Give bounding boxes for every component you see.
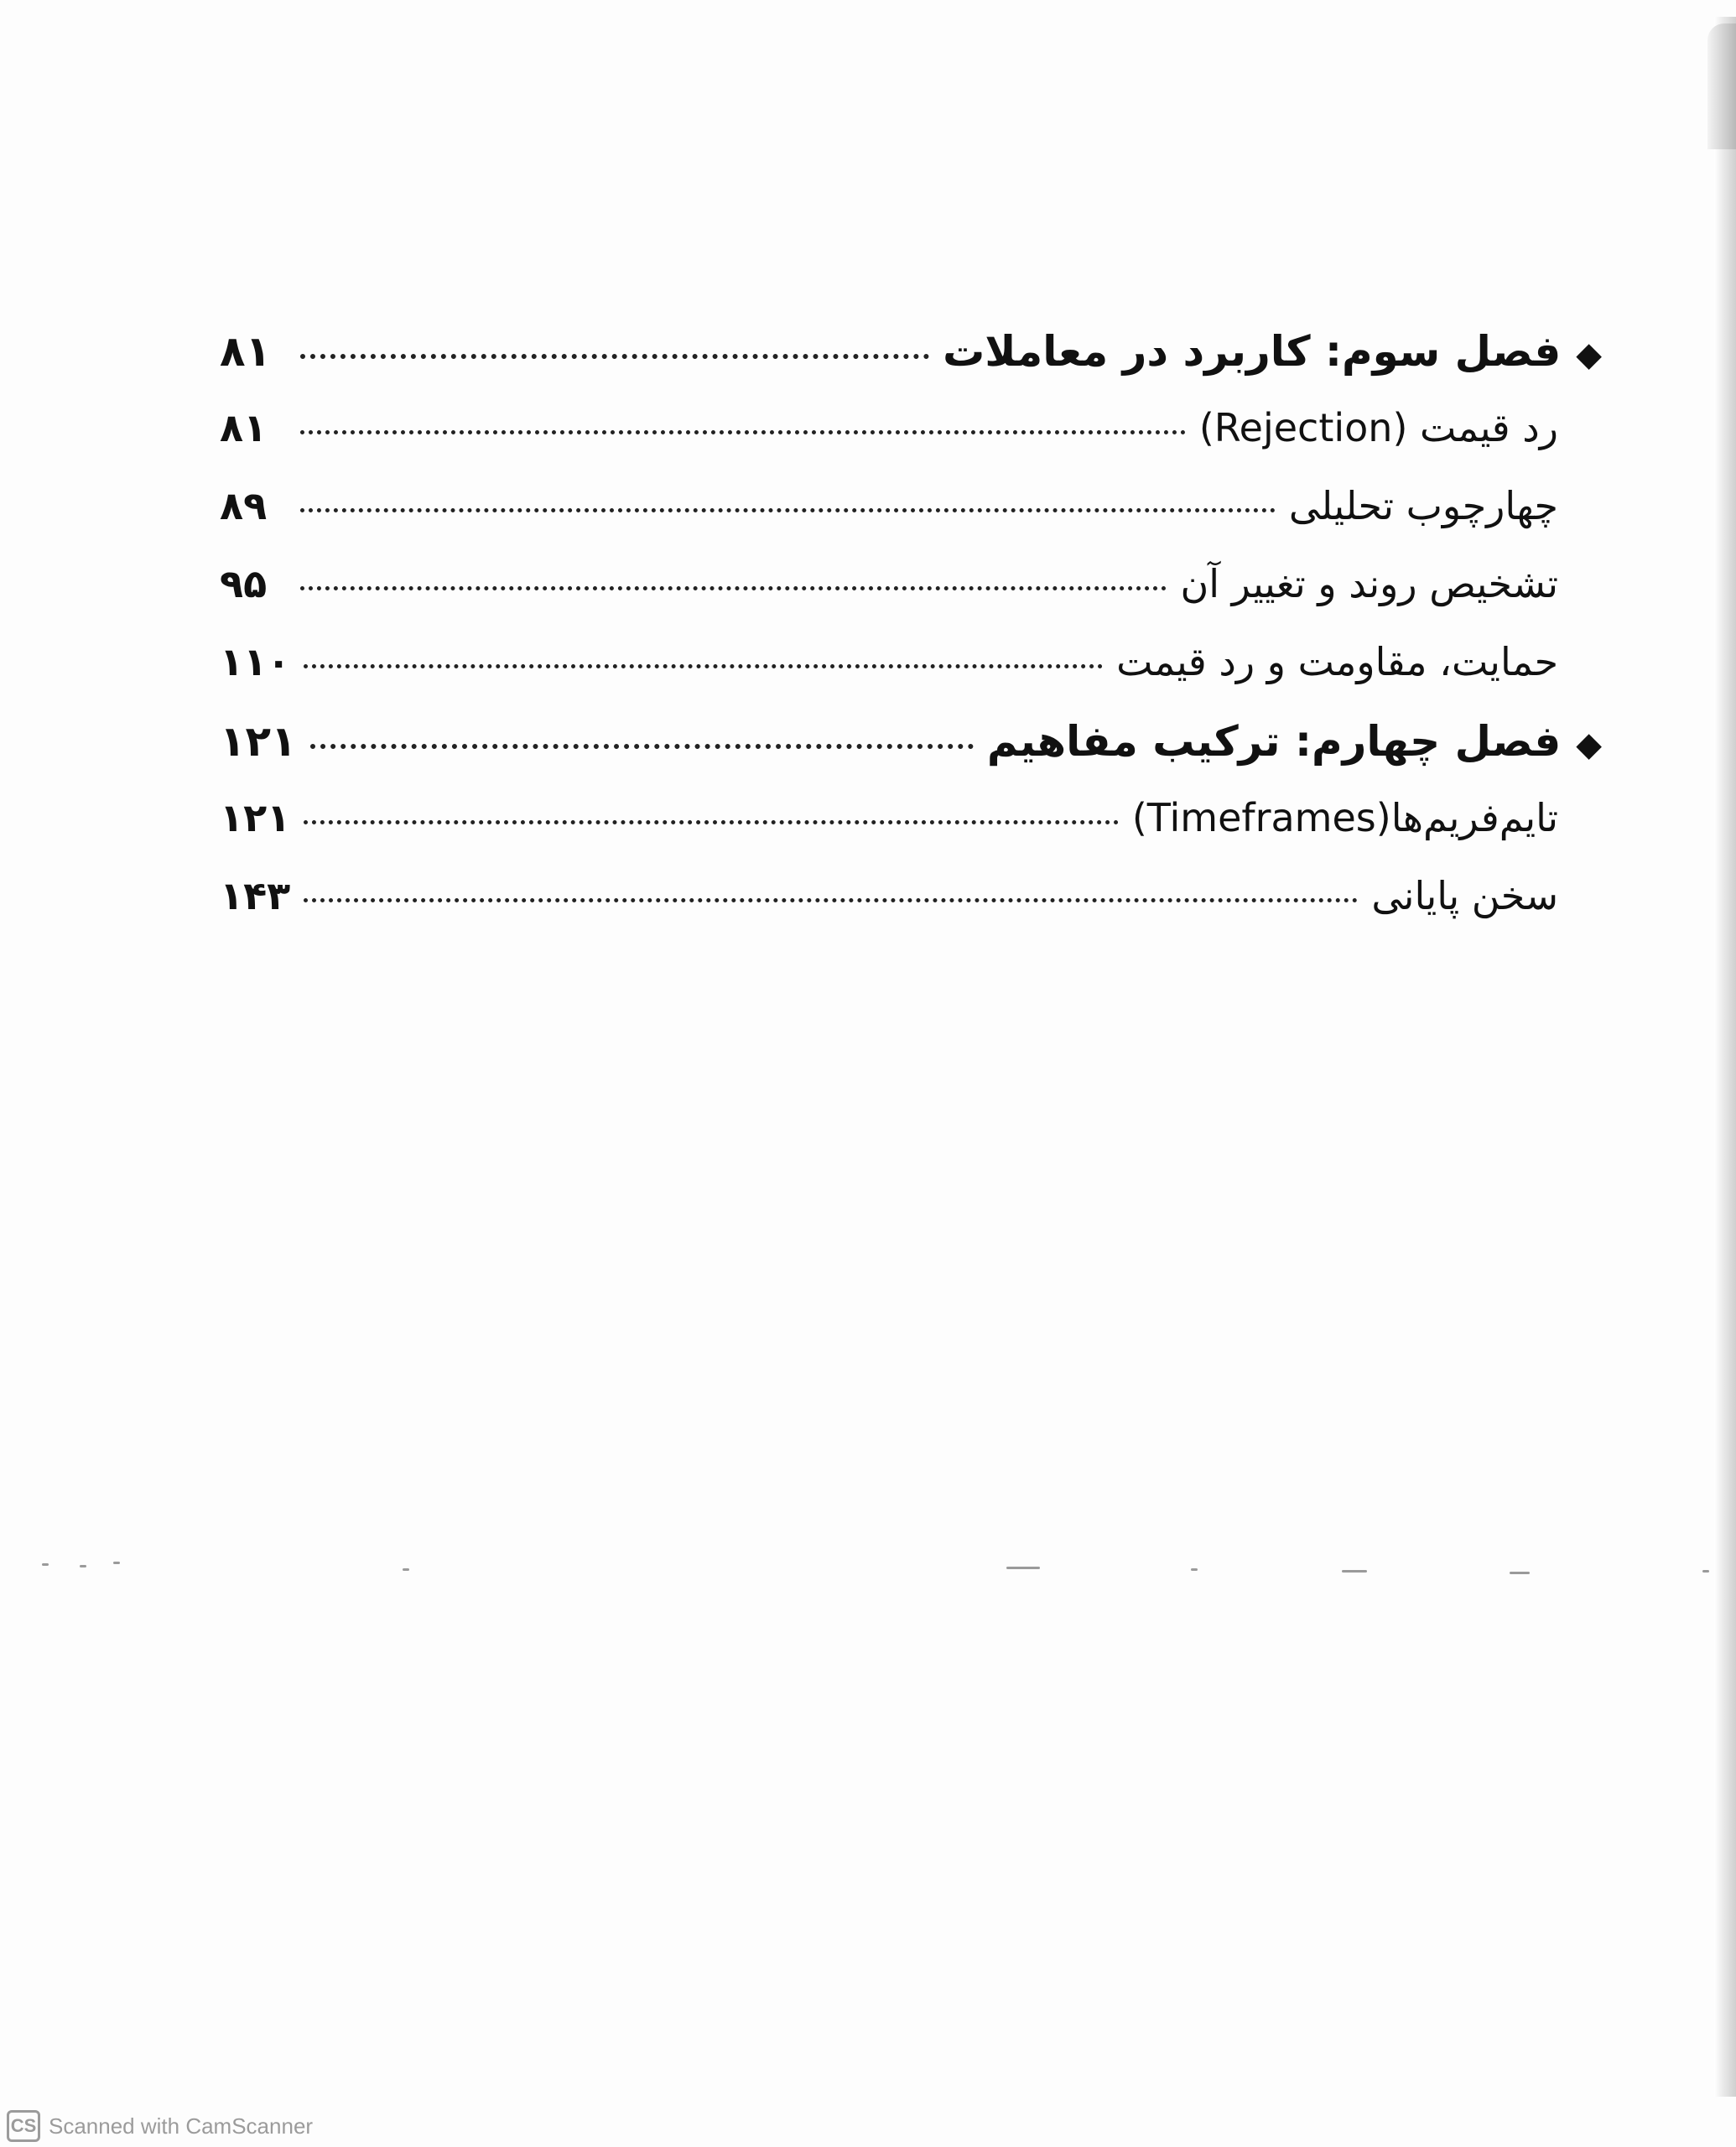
diamond-bullet-icon: ◆ <box>1576 725 1602 764</box>
dot-leader <box>304 820 1119 824</box>
scan-speck <box>1006 1567 1040 1569</box>
toc-entry-title: سخن پایانی <box>1371 873 1558 918</box>
toc-entry-title: تایم‌فریم‌ها(Timeframes) <box>1131 795 1558 840</box>
toc-chapter-row <box>220 717 1602 795</box>
toc-entry-row <box>220 483 1602 561</box>
scan-speck <box>80 1565 86 1567</box>
toc-chapter-title: فصل سوم: کاربرد در معاملات <box>943 327 1562 376</box>
camscanner-watermark <box>7 2110 313 2142</box>
watermark-text: Scanned with CamScanner <box>49 2113 314 2139</box>
toc-entry-row <box>220 561 1602 639</box>
scan-speck <box>113 1562 120 1564</box>
toc-page-number: ۱۴۳ <box>220 873 291 918</box>
scan-speck <box>1702 1570 1709 1573</box>
toc-page-number: ۸۹ <box>220 483 268 528</box>
diamond-bullet-icon: ◆ <box>1576 335 1602 374</box>
toc-entry-row <box>220 405 1602 483</box>
toc-entry-row <box>220 795 1602 873</box>
toc-chapter-title: فصل چهارم: ترکیب مفاهیم <box>986 717 1562 766</box>
toc-page-number: ۹۵ <box>220 561 268 606</box>
toc-entry-title: حمایت، مقاومت و رد قیمت <box>1116 639 1558 684</box>
toc-page-number: ۸۱ <box>220 405 268 450</box>
dot-leader <box>300 354 929 359</box>
dot-leader <box>300 586 1167 590</box>
toc-entry-title: رد قیمت (Rejection) <box>1198 405 1558 450</box>
toc-page-number: ۱۲۱ <box>220 717 297 766</box>
dot-leader <box>310 744 974 749</box>
toc-entry-title: تشخیص روند و تغییر آن <box>1180 561 1558 606</box>
page-edge-shadow <box>1714 17 1736 2097</box>
scan-speck <box>403 1568 409 1571</box>
scan-specks <box>34 1560 1711 1577</box>
scan-speck <box>1510 1572 1530 1574</box>
toc-page-number: ۱۱۰ <box>220 639 291 684</box>
dot-leader <box>304 898 1358 902</box>
table-of-contents <box>220 327 1602 951</box>
scan-speck <box>1191 1568 1198 1571</box>
camscanner-logo-icon: CS <box>7 2110 40 2142</box>
toc-entry-title: چهارچوب تحلیلی <box>1288 483 1558 528</box>
dot-leader <box>304 664 1103 668</box>
toc-entry-row <box>220 639 1602 717</box>
scan-speck <box>1342 1570 1367 1573</box>
toc-chapter-row <box>220 327 1602 405</box>
dot-leader <box>300 430 1186 434</box>
scan-speck <box>42 1563 49 1566</box>
dot-leader <box>300 508 1276 512</box>
page-edge-curl <box>1707 23 1736 149</box>
toc-page-number: ۸۱ <box>220 327 272 376</box>
toc-page-number: ۱۲۱ <box>220 795 291 840</box>
toc-entry-row <box>220 873 1602 951</box>
